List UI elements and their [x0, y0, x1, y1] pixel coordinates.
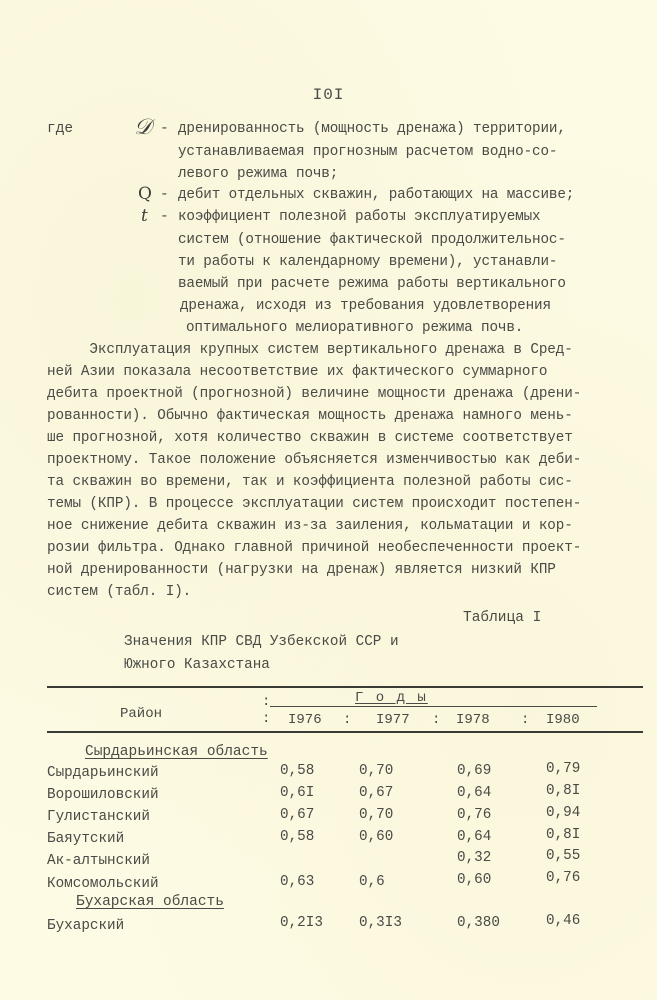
table-label: Таблица I — [463, 610, 542, 626]
paragraph-line: ной дренированности (нагрузки на дренаж) является низкий КПР — [47, 562, 556, 578]
table-cell: 0,8I — [546, 827, 581, 843]
page-number: I0I — [312, 86, 345, 104]
dash: - — [160, 209, 169, 225]
definition-line: ваемый при расчете режима работы вертикального — [178, 276, 566, 292]
table-cell: 0,60 — [457, 872, 492, 888]
table-cell: 0,2I3 — [280, 915, 323, 931]
dash: - — [160, 121, 169, 137]
table-row-name: Комсомольский — [47, 876, 159, 892]
table-row-name: Баяутский — [47, 831, 125, 847]
paragraph-line: проектному. Такое положение объясняется изменчивостью как деби- — [47, 452, 582, 468]
table-row-name: Ак-алтынский — [47, 853, 150, 869]
paragraph-line: ное снижение дебита скважин из-за заиления, кольматации и кор- — [47, 518, 573, 534]
paragraph-line: дебита проектной (прогнозной) величине мощности дренажа (дрени- — [47, 386, 582, 402]
header-separator: : — [262, 711, 271, 727]
table-cell: 0,58 — [280, 829, 315, 845]
table-cell: 0,70 — [359, 763, 394, 779]
table-caption-line: Южного Казахстана — [124, 657, 270, 673]
table-cell: 0,70 — [359, 807, 394, 823]
definition-line: оптимального мелиоративного режима почв. — [186, 320, 524, 336]
table-cell: 0,60 — [359, 829, 394, 845]
definition-line: ти работы к календарному времени), устанавли- — [178, 254, 558, 270]
table-row-name: Ворошиловский — [47, 787, 159, 803]
table-cell: 0,64 — [457, 785, 492, 801]
header-separator: : — [432, 712, 441, 728]
column-header-year: I978 — [456, 712, 490, 728]
table-cell: 0,380 — [457, 915, 500, 931]
definition-line: дебит отдельных скважин, работающих на массиве; — [178, 187, 575, 203]
paragraph-line: ше прогнозной, хотя количество скважин в системе соответствует — [47, 430, 573, 446]
symbol-t-coefficient: t — [141, 206, 148, 226]
paragraph-line: рованности). Обычно фактическая мощность дренажа намного мень- — [47, 408, 573, 424]
table-cell: 0,6 — [359, 874, 385, 890]
table-row-name: Гулистанский — [47, 809, 150, 825]
table-cell: 0,76 — [546, 870, 581, 886]
table-row-name: Бухарский — [47, 918, 125, 934]
table-cell: 0,79 — [546, 761, 581, 777]
definition-line: устанавливаемая прогнозным расчетом водно-со- — [178, 144, 558, 160]
section-title: Бухарская область — [76, 894, 224, 910]
where-label: где — [47, 121, 74, 137]
paragraph-line: розии фильтра. Однако главной причиной необеспеченности проект- — [47, 540, 582, 556]
column-header-year: I976 — [288, 712, 322, 728]
table-cell: 0,6I — [280, 785, 315, 801]
table-cell: 0,8I — [546, 783, 581, 799]
table-cell: 0,32 — [457, 850, 492, 866]
paragraph-line: систем (табл. I). — [47, 584, 192, 600]
definition-line: коэффициент полезной работы эксплуатируемых — [178, 209, 541, 225]
table-caption-line: Значения КПР СВД Узбекской ССР и — [124, 634, 399, 650]
paragraph-line: Эксплуатация крупных систем вертикального дренажа в Сред- — [47, 342, 573, 358]
definition-line: систем (отношение фактической продолжительнос- — [178, 232, 566, 248]
table-cell: 0,67 — [359, 785, 394, 801]
table-cell: 0,69 — [457, 763, 492, 779]
years-group-rule — [270, 706, 597, 707]
section-title: Сырдарьинская область — [85, 744, 268, 760]
symbol-q-debit: Q — [138, 184, 152, 204]
table-cell: 0,58 — [280, 763, 315, 779]
paragraph-line: темы (КПР). В процессе эксплуатации систем происходит постепен- — [47, 496, 582, 512]
table-cell: 0,67 — [280, 807, 315, 823]
column-header-region: Район — [120, 706, 163, 722]
dash: - — [160, 187, 169, 203]
header-separator: : — [343, 712, 352, 728]
table-cell: 0,3I3 — [359, 915, 402, 931]
table-cell: 0,94 — [546, 805, 581, 821]
table-cell: 0,46 — [546, 913, 581, 929]
table-cell: 0,64 — [457, 829, 492, 845]
symbol-d-drainage: 𝒟 — [134, 115, 152, 140]
table-cell: 0,63 — [280, 874, 315, 890]
column-header-years-group: Г о д ы — [355, 690, 428, 706]
definition-line: левого режима почв; — [178, 166, 339, 182]
paragraph-line: ней Азии показала несоответствие их фактического суммарного — [47, 364, 548, 380]
column-header-year: I977 — [376, 712, 410, 728]
table-cell: 0,76 — [457, 807, 492, 823]
table-row-name: Сырдарьинский — [47, 765, 159, 781]
header-separator: : — [521, 712, 530, 728]
definition-line: дренированность (мощность дренажа) территории, — [178, 121, 566, 137]
header-separator: : — [262, 694, 271, 710]
definition-line: дренажа, исходя из требования удовлетворения — [180, 298, 551, 314]
paragraph-line: та скважин во времени, так и коэффициента полезной работы сис- — [47, 474, 573, 490]
table-top-rule — [47, 686, 643, 688]
column-header-year: I980 — [546, 712, 580, 728]
header-bottom-rule — [47, 731, 643, 733]
table-cell: 0,55 — [546, 848, 581, 864]
